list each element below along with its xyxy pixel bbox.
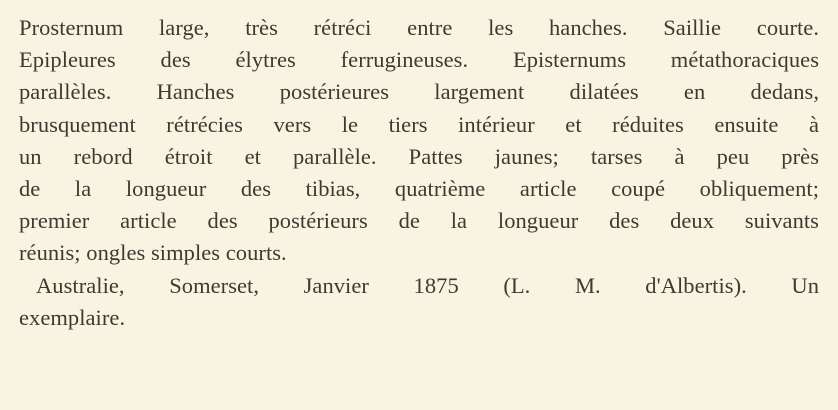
paragraph-body — [19, 12, 819, 334]
text-line: parallèles. Hanches postérieures largement dilatées en dedans, — [19, 79, 819, 105]
cropped-next-line — [29, 395, 809, 410]
text-line: de la longueur des tibias, quatrième article coupé obliquement; — [19, 176, 819, 202]
text-line: exemplaire. — [19, 304, 126, 330]
text-line: Epipleures des élytres ferrugineuses. Episternums métathoraciques — [19, 47, 819, 73]
text-line: Australie, Somerset, Janvier 1875 (L. M. d'Albertis). Un — [36, 272, 819, 298]
text-line: réunis; ongles simples courts. — [19, 240, 287, 266]
text-line: premier article des postérieurs de la longueur des deux suivants — [19, 208, 819, 234]
text-line: Prosternum large, très rétréci entre les hanches. Saillie courte. — [19, 15, 819, 40]
text-line: un rebord étroit et parallèle. Pattes jaunes; tarses à peu près — [19, 143, 819, 169]
text-line: brusquement rétrécies vers le tiers intérieur et réduites ensuite à — [19, 111, 819, 137]
